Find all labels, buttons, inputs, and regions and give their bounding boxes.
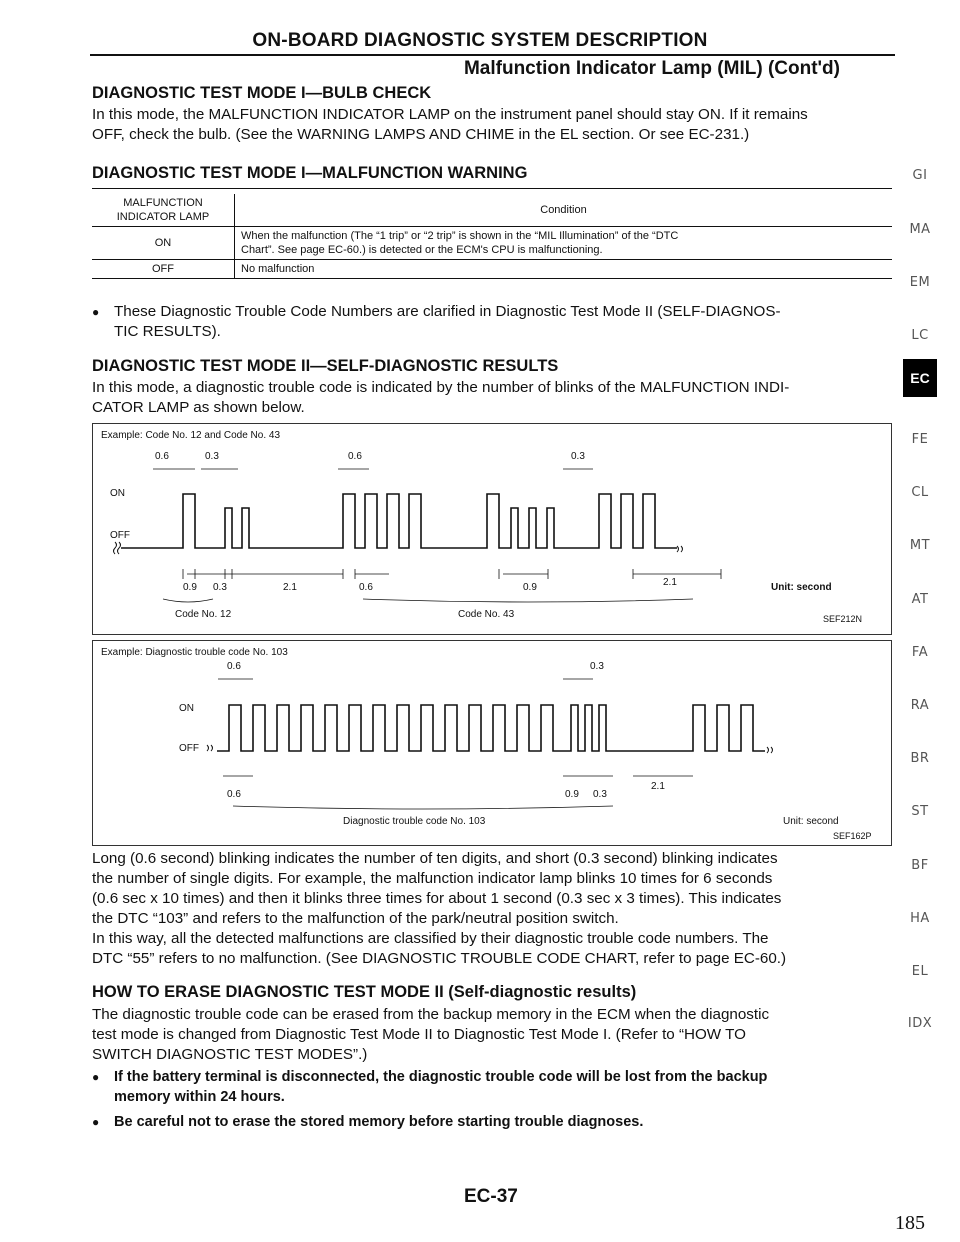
break-mark xyxy=(207,745,213,751)
off-label: OFF xyxy=(179,743,199,754)
table-cell-state: OFF xyxy=(92,260,235,279)
title-rule xyxy=(90,54,895,56)
timing-label: 0.6 xyxy=(359,582,373,593)
text-line: Long (0.6 second) blinking indicates the number of ten digits, and short (0.3 second) blinking indicates xyxy=(92,850,778,867)
waveform-code-103 xyxy=(93,641,891,845)
table-cell-state: ON xyxy=(92,227,235,260)
bullet-battery-warning xyxy=(92,1067,767,1107)
table-top-rule xyxy=(92,188,892,189)
timing-label: 0.6 xyxy=(227,789,241,800)
figure-example-label: Example: Diagnostic trouble code No. 103 xyxy=(101,647,288,658)
timing-label: 0.6 xyxy=(348,451,362,462)
text-line: the DTC “103” and refers to the malfunction of the park/neutral position switch. xyxy=(92,910,619,927)
side-tab-fa[interactable]: FA xyxy=(911,645,929,660)
text-line: the number of single digits. For example, the malfunction indicator lamp blinks 10 times for 6 seconds xyxy=(92,870,773,887)
timing-label: 0.3 xyxy=(593,789,607,800)
table-header-cell: Condition xyxy=(540,204,587,216)
text-line: OFF, check the bulb. (See the WARNING LAMPS AND CHIME in the EL section. Or see EC-231.) xyxy=(92,126,750,143)
waveform-2 xyxy=(217,705,765,751)
side-tab-fe[interactable]: FE xyxy=(911,432,929,447)
page-subtitle: Malfunction Indicator Lamp (MIL) (Cont'd) xyxy=(463,58,840,79)
bullet-icon: ● xyxy=(92,1070,100,1084)
text-line: CATOR LAMP as shown below. xyxy=(92,399,305,416)
timing-label: 0.3 xyxy=(590,661,604,672)
unit-label: Unit: second xyxy=(771,582,832,593)
timing-label: 0.9 xyxy=(183,582,197,593)
bullet-erase-warning xyxy=(92,1112,643,1132)
off-label: OFF xyxy=(110,530,130,541)
text-line: memory within 24 hours. xyxy=(114,1089,285,1105)
cell-line: When the malfunction (The “1 trip” or “2 trip” is shown in the “MIL Illumination” of the “DTC xyxy=(241,230,679,242)
side-tab-br[interactable]: BR xyxy=(910,751,930,766)
table-cell-condition xyxy=(235,227,893,260)
timing-label: 0.3 xyxy=(213,582,227,593)
side-tab-ra[interactable]: RA xyxy=(910,698,930,713)
text-line: TIC RESULTS). xyxy=(114,323,221,340)
side-tab-em[interactable]: EM xyxy=(909,275,931,290)
timing-label: 2.1 xyxy=(283,582,297,593)
side-tab-gi[interactable]: GI xyxy=(912,168,928,183)
dimension-lines xyxy=(153,469,721,602)
mil-table xyxy=(92,194,892,279)
timing-label: 2.1 xyxy=(663,577,677,588)
blink-explanation-text xyxy=(92,849,786,969)
figure-ref-label: SEF162P xyxy=(833,831,872,841)
code-label: Code No. 12 xyxy=(175,609,232,620)
cell-line: Chart”. See page EC-60.) is detected or the ECM's CPU is malfunctioning. xyxy=(241,244,603,256)
text-line: test mode is changed from Diagnostic Test Mode II to Diagnostic Test Mode I. (Refer to “HOW TO xyxy=(92,1026,746,1043)
figure-example-label: Example: Code No. 12 and Code No. 43 xyxy=(101,430,280,441)
timing-label: 0.6 xyxy=(227,661,241,672)
on-label: ON xyxy=(179,703,194,714)
table-row xyxy=(92,227,892,260)
table-header-row xyxy=(92,194,892,227)
page-title: ON-BOARD DIAGNOSTIC SYSTEM DESCRIPTION xyxy=(252,30,708,51)
table-header-cell xyxy=(92,194,235,227)
timing-label: 0.6 xyxy=(155,451,169,462)
page-code: EC-37 xyxy=(464,1186,518,1207)
bullet-dtc-clarified xyxy=(92,302,781,342)
timing-label: 0.3 xyxy=(205,451,219,462)
bulb-check-text xyxy=(92,105,808,145)
erase-text xyxy=(92,1005,769,1065)
section-heading-malfunction-warning: DIAGNOSTIC TEST MODE I—MALFUNCTION WARNING xyxy=(92,164,528,182)
waveform-1 xyxy=(121,494,677,548)
side-tab-lc[interactable]: LC xyxy=(911,328,929,343)
text-line: Be careful not to erase the stored memory before starting trouble diagnoses. xyxy=(114,1114,644,1130)
code-label: Code No. 43 xyxy=(458,609,515,620)
side-tab-cl[interactable]: CL xyxy=(911,485,929,500)
side-tab-ma[interactable]: MA xyxy=(909,222,931,237)
side-tab-el[interactable]: EL xyxy=(911,964,929,979)
text-line: The diagnostic trouble code can be erased from the backup memory in the ECM when the diagnostic xyxy=(92,1006,770,1023)
break-mark xyxy=(767,747,773,753)
side-tab-ha[interactable]: HA xyxy=(910,911,930,926)
folio-number: 185 xyxy=(895,1212,925,1234)
text-line: These Diagnostic Trouble Code Numbers are clarified in Diagnostic Test Mode II (SELF-DIAGNOS- xyxy=(114,303,781,320)
timing-label: 0.9 xyxy=(565,789,579,800)
side-tab-bf[interactable]: BF xyxy=(911,858,929,873)
side-tab-idx[interactable]: IDX xyxy=(907,1016,933,1031)
text-line: If the battery terminal is disconnected, the diagnostic trouble code will be lost from the backup xyxy=(114,1069,768,1085)
waveform-code-12-43 xyxy=(93,424,891,634)
header-line: INDICATOR LAMP xyxy=(116,211,210,223)
text-line: In this mode, the MALFUNCTION INDICATOR LAMP on the instrument panel should stay ON. If it remains xyxy=(92,106,808,123)
bullet-icon: ● xyxy=(92,1115,100,1129)
timing-label: 0.9 xyxy=(523,582,537,593)
section-heading-bulb-check: DIAGNOSTIC TEST MODE I—BULB CHECK xyxy=(92,84,432,102)
section-heading-how-to-erase: HOW TO ERASE DIAGNOSTIC TEST MODE II (Self-diagnostic results) xyxy=(92,983,637,1001)
text-line: In this mode, a diagnostic trouble code is indicated by the number of blinks of the MALFUNCTION INDI- xyxy=(92,379,790,396)
timing-label: 2.1 xyxy=(651,781,665,792)
text-line: (0.6 sec x 10 times) and then it blinks three times for about 1 second (0.3 sec x 3 times). This indicates xyxy=(92,890,782,907)
figure-ref-label: SEF212N xyxy=(823,614,863,624)
break-mark xyxy=(114,542,121,554)
bullet-icon: ● xyxy=(92,305,100,319)
section-heading-self-diagnostic: DIAGNOSTIC TEST MODE II—SELF-DIAGNOSTIC RESULTS xyxy=(92,357,559,375)
figure-code-12-43 xyxy=(92,423,892,635)
timing-label: 0.3 xyxy=(571,451,585,462)
text-line: DTC “55” refers to no malfunction. (See DIAGNOSTIC TROUBLE CODE CHART, refer to page EC-60.) xyxy=(92,950,787,967)
table-row xyxy=(92,260,892,279)
table-cell-condition: No malfunction xyxy=(241,263,315,275)
figure-code-103 xyxy=(92,640,892,846)
side-tab-mt[interactable]: MT xyxy=(909,538,931,553)
self-diagnostic-text xyxy=(92,378,789,418)
side-tab-ec-active[interactable]: EC xyxy=(903,359,937,397)
header-line: MALFUNCTION xyxy=(123,197,203,209)
text-line: In this way, all the detected malfunctions are classified by their diagnostic trouble code numbers. The xyxy=(92,930,769,947)
unit-label: Unit: second xyxy=(783,816,839,827)
text-line: SWITCH DIAGNOSTIC TEST MODES”.) xyxy=(92,1046,368,1063)
on-label: ON xyxy=(110,488,125,499)
break-mark xyxy=(677,546,683,552)
code-label: Diagnostic trouble code No. 103 xyxy=(343,816,486,827)
side-tab-at[interactable]: AT xyxy=(911,592,929,607)
side-tab-st[interactable]: ST xyxy=(911,804,929,819)
